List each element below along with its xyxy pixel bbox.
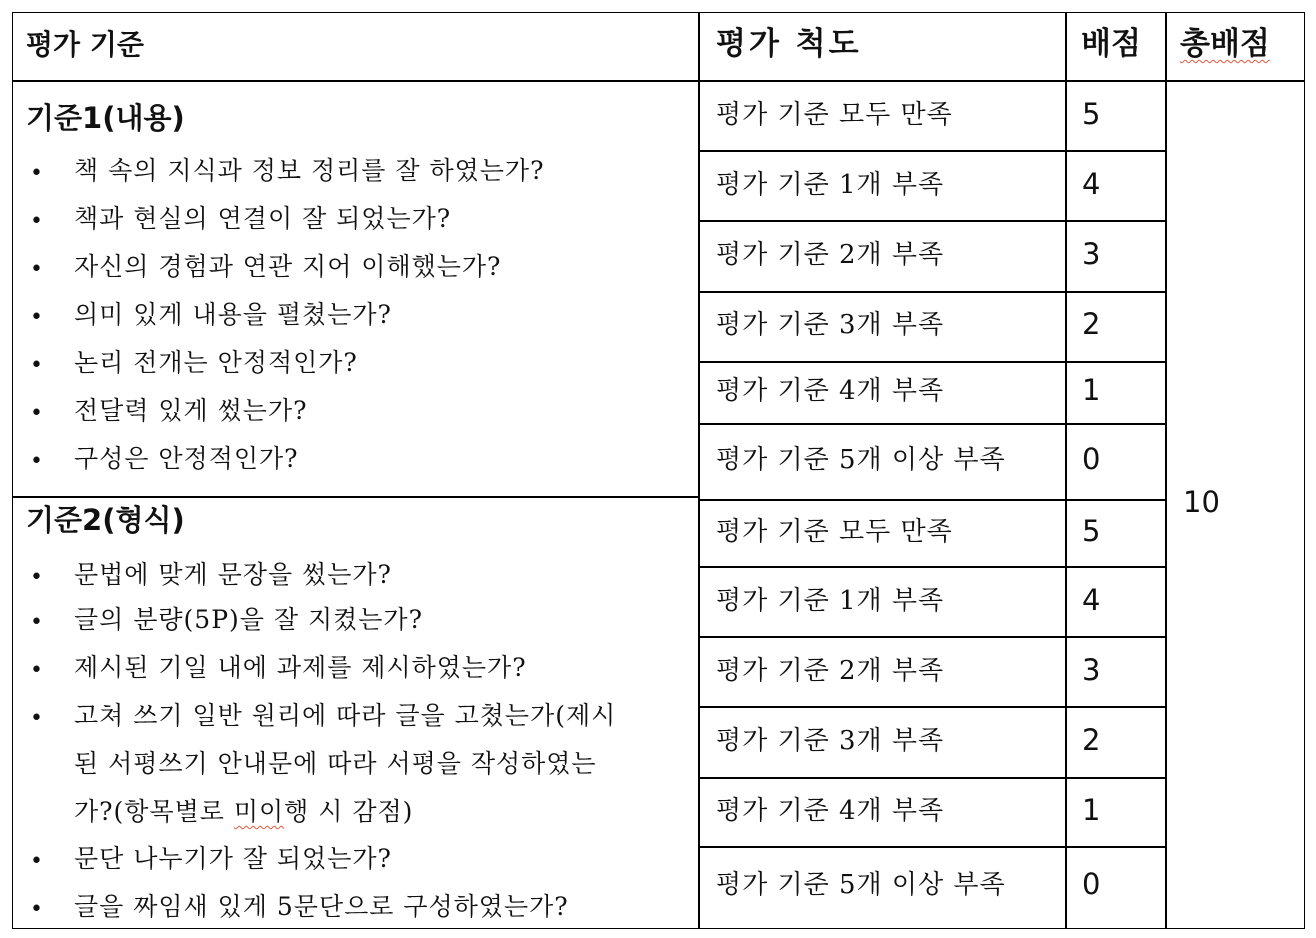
header-total: 총배점 xyxy=(1180,26,1270,62)
scale-label: 평가 기준 3개 부족 xyxy=(716,310,945,340)
scale-label: 평가 기준 5개 이상 부족 xyxy=(716,870,1006,900)
score-value: 5 xyxy=(1082,97,1101,131)
criteria-item: 문단 나누기가 잘 되었는가? xyxy=(74,844,392,873)
scale-label: 평가 기준 2개 부족 xyxy=(716,240,945,270)
bullet-icon: • xyxy=(30,897,43,922)
criteria-item: 고쳐 쓰기 일반 원리에 따라 글을 고쳤는가(제시 xyxy=(74,701,617,730)
bullet-icon: • xyxy=(30,353,43,378)
bullet-icon: • xyxy=(30,209,43,234)
criteria-item: 자신의 경험과 연관 지어 이해했는가? xyxy=(74,252,502,281)
row-divider xyxy=(698,220,1166,222)
row-divider xyxy=(698,777,1166,779)
scale-label: 평가 기준 모두 만족 xyxy=(716,517,953,547)
section-divider xyxy=(12,496,698,498)
total-score: 10 xyxy=(1183,485,1220,519)
header-scale: 평가 척도 xyxy=(716,26,862,62)
criteria-item: 책 속의 지식과 정보 정리를 잘 하였는가? xyxy=(74,156,545,185)
col-divider xyxy=(1065,12,1067,929)
scale-label: 평가 기준 1개 부족 xyxy=(716,586,945,616)
row-divider xyxy=(698,291,1166,293)
criteria-item: 의미 있게 내용을 펼쳤는가? xyxy=(74,300,392,329)
score-value: 3 xyxy=(1082,237,1101,271)
bullet-icon: • xyxy=(30,257,43,282)
scale-label: 평가 기준 4개 부족 xyxy=(716,796,945,826)
header-points: 배점 xyxy=(1081,26,1141,62)
score-value: 2 xyxy=(1082,307,1101,341)
criteria-item: 책과 현실의 연결이 잘 되었는가? xyxy=(74,204,452,233)
score-value: 1 xyxy=(1082,793,1101,827)
bullet-icon: • xyxy=(30,449,43,474)
header-criteria: 평가 기준 xyxy=(26,28,144,61)
score-value: 4 xyxy=(1082,167,1101,201)
scale-label: 평가 기준 모두 만족 xyxy=(716,100,953,130)
score-value: 0 xyxy=(1082,867,1101,901)
scale-label: 평가 기준 4개 부족 xyxy=(716,376,945,406)
bullet-icon: • xyxy=(30,658,43,683)
scale-label: 평가 기준 3개 부족 xyxy=(716,726,945,756)
row-divider xyxy=(698,150,1166,152)
row-divider xyxy=(698,499,1166,501)
row-divider xyxy=(698,846,1166,848)
criteria-item: 제시된 기일 내에 과제를 제시하였는가? xyxy=(74,653,527,682)
score-value: 4 xyxy=(1082,583,1101,617)
row-divider xyxy=(698,706,1166,708)
criteria-item-continued xyxy=(74,799,413,824)
criteria-item-continued: 된 서평쓰기 안내문에 따라 서평을 작성하였는 xyxy=(74,749,597,778)
bullet-icon: • xyxy=(30,565,43,590)
score-value: 5 xyxy=(1082,514,1101,548)
criteria-item: 논리 전개는 안정적인가? xyxy=(74,348,358,377)
criteria-item: 문법에 맞게 문장을 썼는가? xyxy=(74,560,392,589)
section-title: 기준2(형식) xyxy=(26,503,185,537)
row-divider xyxy=(698,423,1166,425)
bullet-icon: • xyxy=(30,161,43,186)
bullet-icon: • xyxy=(30,849,43,874)
criteria-item: 글을 짜임새 있게 5문단으로 구성하였는가? xyxy=(74,892,569,921)
bullet-icon: • xyxy=(30,305,43,330)
criteria-item-text: 가?(항목별로 미이행 시 감점) xyxy=(74,797,414,826)
row-divider xyxy=(698,566,1166,568)
bullet-icon: • xyxy=(30,706,43,731)
col-divider xyxy=(698,12,700,929)
row-divider xyxy=(698,361,1166,363)
criteria-item: 구성은 안정적인가? xyxy=(74,444,299,473)
score-value: 2 xyxy=(1082,723,1101,757)
scale-label: 평가 기준 5개 이상 부족 xyxy=(716,445,1006,475)
score-value: 1 xyxy=(1082,373,1101,407)
score-value: 3 xyxy=(1082,653,1101,687)
bullet-icon: • xyxy=(30,610,43,635)
col-divider xyxy=(1165,12,1167,929)
spellcheck-mark: 미이 xyxy=(233,797,285,826)
criteria-item: 글의 분량(5P)을 잘 지켰는가? xyxy=(74,605,423,634)
bullet-icon: • xyxy=(30,401,43,426)
scale-label: 평가 기준 2개 부족 xyxy=(716,656,945,686)
row-divider xyxy=(698,636,1166,638)
row-divider xyxy=(12,80,1305,82)
score-value: 0 xyxy=(1082,442,1101,476)
scale-label: 평가 기준 1개 부족 xyxy=(716,170,945,200)
section-title: 기준1(내용) xyxy=(26,101,185,135)
criteria-item: 전달력 있게 썼는가? xyxy=(74,396,308,425)
